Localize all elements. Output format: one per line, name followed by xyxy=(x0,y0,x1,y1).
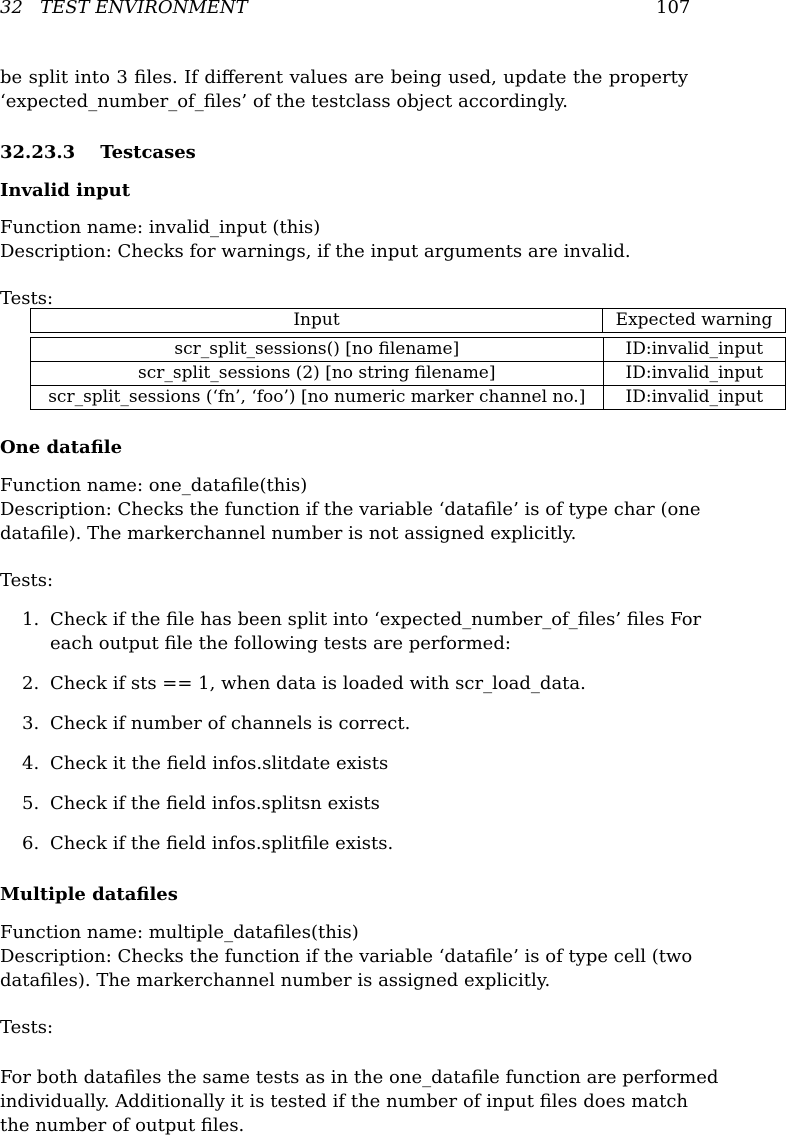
column-header-input: Input xyxy=(31,309,603,333)
chapter-title: TEST ENVIRONMENT xyxy=(40,0,248,18)
table-cell-warning: ID:invalid_input xyxy=(603,386,785,410)
step-number: 5. xyxy=(22,793,40,814)
multiple-datafiles-tests-label: Tests: xyxy=(0,1017,54,1038)
list-item xyxy=(0,792,690,816)
one-datafile-tests-label: Tests: xyxy=(0,570,54,591)
step-text: Check if the file has been split into ‘expected_number_of_files’ files For xyxy=(50,609,702,630)
running-header xyxy=(0,0,248,18)
closing-line-1: For both datafiles the same tests as in the one_datafile function are performed xyxy=(0,1067,719,1088)
chapter-number: 32 xyxy=(0,0,23,18)
invalid-input-function-name: Function name: invalid_input (this) xyxy=(0,217,321,238)
table-row xyxy=(31,362,786,386)
closing-line-3: the number of output files. xyxy=(0,1115,245,1136)
table-row xyxy=(31,338,786,362)
list-item xyxy=(0,608,702,656)
section-number: 32.23.3 xyxy=(0,142,76,163)
intro-line-2: ‘expected_number_of_files’ of the testclass object accordingly. xyxy=(0,91,568,112)
step-text-continued: each output file the following tests are performed: xyxy=(50,633,511,654)
step-text: Check it the field infos.slitdate exists xyxy=(50,753,389,774)
table-cell-warning: ID:invalid_input xyxy=(603,362,785,386)
step-number: 6. xyxy=(22,833,40,854)
section-heading xyxy=(0,142,196,163)
step-number: 1. xyxy=(22,609,40,630)
multiple-datafiles-heading: Multiple datafiles xyxy=(0,884,178,905)
step-text: Check if number of channels is correct. xyxy=(50,713,411,734)
invalid-input-description: Description: Checks for warnings, if the input arguments are invalid. xyxy=(0,241,631,262)
step-text: Check if the field infos.splitfile exists. xyxy=(50,833,394,854)
page-number: 107 xyxy=(656,0,691,18)
list-item xyxy=(0,712,690,736)
invalid-input-table-header xyxy=(30,308,786,333)
invalid-input-table xyxy=(30,337,786,410)
list-item xyxy=(0,752,690,776)
table-row xyxy=(31,386,786,410)
intro-line-1: be split into 3 files. If different values are being used, update the property xyxy=(0,67,688,88)
one-datafile-steps xyxy=(0,608,702,872)
multiple-datafiles-closing-paragraph xyxy=(0,1066,719,1138)
one-datafile-function-name: Function name: one_datafile(this) xyxy=(0,475,308,496)
one-datafile-description-line-1: Description: Checks the function if the variable ‘datafile’ is of type char (one xyxy=(0,499,701,520)
section-title: Testcases xyxy=(100,142,196,163)
multiple-datafiles-description-line-1: Description: Checks the function if the variable ‘datafile’ is of type cell (two xyxy=(0,946,693,967)
invalid-input-heading: Invalid input xyxy=(0,180,131,201)
step-number: 4. xyxy=(22,753,40,774)
table-cell-input: scr_split_sessions (‘fn’, ‘foo’) [no numeric marker channel no.] xyxy=(31,386,604,410)
one-datafile-description-line-2: datafile). The markerchannel number is not assigned explicitly. xyxy=(0,523,577,544)
step-text: Check if sts == 1, when data is loaded with scr_load_data. xyxy=(50,673,586,694)
list-item xyxy=(0,672,690,696)
column-header-expected-warning: Expected warning xyxy=(603,309,786,333)
list-item xyxy=(0,832,690,856)
multiple-datafiles-function-name: Function name: multiple_datafiles(this) xyxy=(0,922,359,943)
table-cell-input: scr_split_sessions (2) [no string filename] xyxy=(31,362,604,386)
table-header-row xyxy=(31,309,786,333)
multiple-datafiles-description-line-2: datafiles). The markerchannel number is assigned explicitly. xyxy=(0,970,551,991)
table-cell-warning: ID:invalid_input xyxy=(603,338,785,362)
closing-line-2: individually. Additionally it is tested if the number of input files does match xyxy=(0,1091,688,1112)
invalid-input-tests-label: Tests: xyxy=(0,288,54,309)
intro-paragraph xyxy=(0,66,688,114)
step-text: Check if the field infos.splitsn exists xyxy=(50,793,380,814)
one-datafile-heading: One datafile xyxy=(0,437,123,458)
table-cell-input: scr_split_sessions() [no filename] xyxy=(31,338,604,362)
step-number: 2. xyxy=(22,673,40,694)
one-datafile-description xyxy=(0,498,701,546)
step-number: 3. xyxy=(22,713,40,734)
multiple-datafiles-description xyxy=(0,945,693,993)
